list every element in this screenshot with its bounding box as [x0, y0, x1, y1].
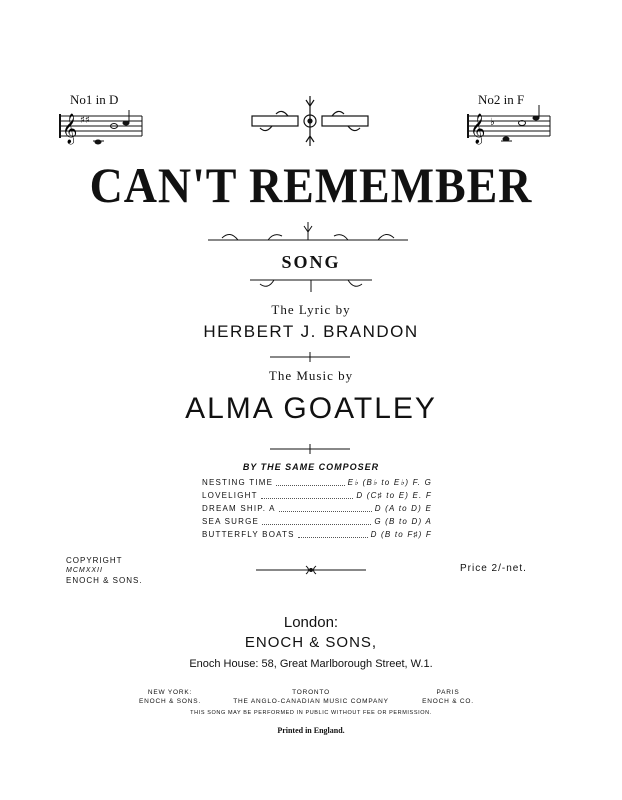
leader-dots: [261, 492, 354, 499]
list-item: [202, 489, 432, 502]
work-keys: D (C♯ to E) E. F: [356, 491, 432, 500]
works-list: [202, 476, 432, 541]
lyric-by-label: The Lyric by: [271, 302, 351, 317]
svg-text:♭: ♭: [490, 117, 495, 128]
copyright-owner: ENOCH & SONS.: [66, 576, 143, 585]
key-label-no2: No2 in F: [478, 92, 525, 107]
leader-dots: [279, 505, 372, 512]
price-label: Price 2/-net.: [460, 563, 527, 574]
leader-dots: [262, 518, 371, 525]
imprint-address: Enoch House: 58, Great Marlborough Street, W.1.: [189, 658, 433, 670]
agent-paris: [408, 688, 488, 706]
svg-text:♯♯: ♯♯: [80, 115, 90, 126]
divider-icon: [270, 352, 350, 362]
copyright-year: MCMXXII: [66, 567, 103, 574]
agent-name: THE ANGLO-CANADIAN MUSIC COMPANY: [233, 698, 389, 705]
agent-city: NEW YORK:: [147, 689, 193, 696]
composer-name: ALMA GOATLEY: [185, 392, 437, 425]
performance-notice: THIS SONG MAY BE PERFORMED IN PUBLIC WITHOUT FEE OR PERMISSION.: [190, 710, 432, 716]
copyright-block: [66, 556, 143, 586]
printed-in-label: Printed in England.: [277, 726, 345, 735]
work-title: NESTING TIME: [202, 478, 274, 487]
leader-dots: [298, 531, 368, 538]
work-keys: D (A to D) E: [374, 504, 432, 513]
leader-dots: [276, 479, 345, 486]
staff-no1-icon: [60, 110, 142, 146]
list-item: [202, 528, 432, 541]
song-title: CAN'T REMEMBER: [89, 157, 533, 213]
work-keys: D (B to F♯) F: [370, 530, 432, 539]
list-item: [202, 502, 432, 515]
top-ornament-icon: [248, 96, 372, 146]
work-title: LOVELIGHT: [202, 491, 258, 500]
work-keys: E♭ (B♭ to E♭) F. G: [347, 478, 432, 487]
agent-name: ENOCH & SONS.: [138, 698, 202, 705]
music-by-label: The Music by: [268, 368, 354, 383]
agent-name: ENOCH & CO.: [422, 698, 474, 705]
agent-city: PARIS: [436, 689, 460, 696]
work-title: BUTTERFLY BOATS: [202, 530, 295, 539]
key-label-no1: No1 in D: [70, 92, 119, 107]
work-keys: G (B to D) A: [374, 517, 432, 526]
song-label: SONG: [281, 252, 341, 272]
work-title: DREAM SHIP. A: [202, 504, 276, 513]
agent-toronto: [220, 688, 402, 706]
svg-text:𝄞: 𝄞: [62, 114, 78, 144]
divider-icon: [270, 444, 350, 454]
agent-city: TORONTO: [292, 689, 330, 696]
staff-no2-icon: [468, 110, 550, 146]
song-ornament-bottom-icon: [250, 276, 372, 294]
svg-text:𝄞: 𝄞: [470, 114, 486, 144]
copyright-line: COPYRIGHT: [66, 556, 123, 565]
song-ornament-top-icon: [208, 222, 408, 248]
work-title: SEA SURGE: [202, 517, 260, 526]
lyricist-name: HERBERT J. BRANDON: [203, 322, 419, 341]
list-item: [202, 476, 432, 489]
small-ornament-icon: [256, 564, 366, 576]
agent-new-york: [130, 688, 210, 706]
list-item: [202, 515, 432, 528]
imprint-publisher: ENOCH & SONS,: [244, 634, 378, 651]
imprint-city: London:: [283, 614, 339, 631]
same-composer-heading: BY THE SAME COMPOSER: [242, 462, 380, 472]
